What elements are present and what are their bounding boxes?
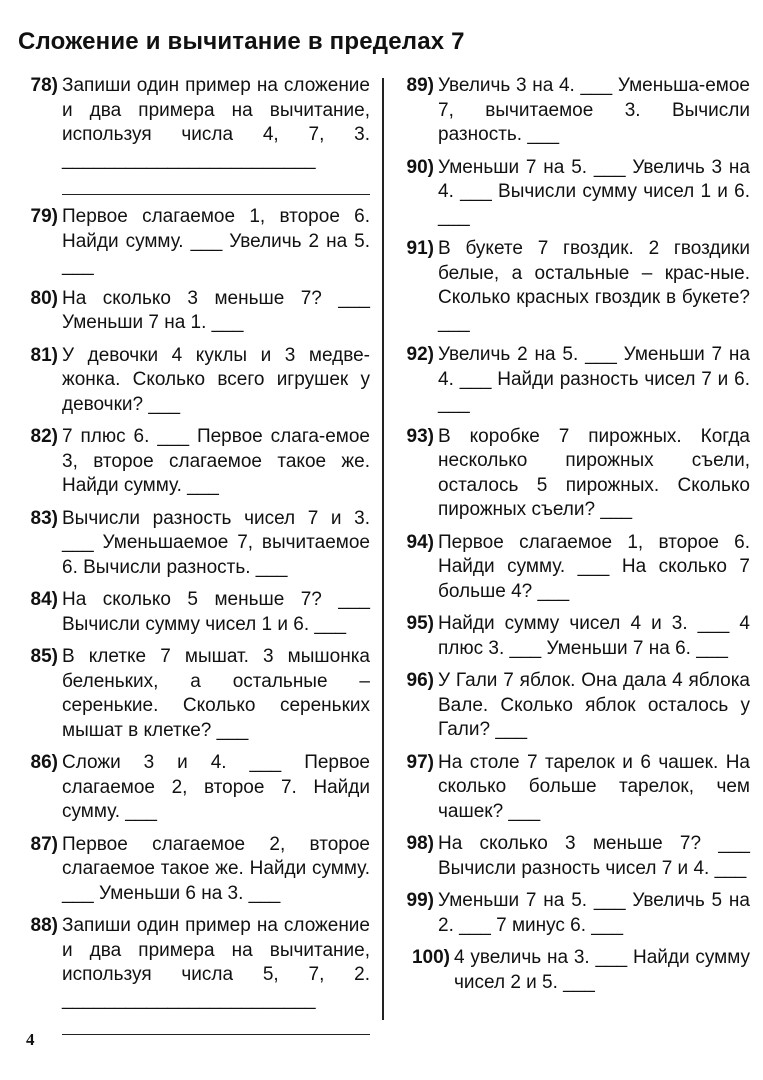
task-93 [394,425,750,523]
task-90 [394,156,750,230]
task-84 [14,588,370,637]
task-79 [14,205,370,279]
task-80 [14,287,370,336]
task-number: 86) [30,752,58,773]
task-number: 100) [411,947,450,968]
task-86 [14,751,370,825]
task-text: В букете 7 гвоздик. 2 гвоздики белые, а остальные – крас-ные. Сколько красных гвоздик в букете? ___ [438,238,750,333]
task-98 [394,832,750,881]
task-text: На сколько 5 меньше 7? ___ Вычисли сумму чисел 1 и 6. ___ [62,589,370,635]
task-text: Уменьши 7 на 5. ___ Увеличь 3 на 4. ___ Вычисли сумму чисел 1 и 6. ___ [438,156,750,227]
task-96 [394,669,750,743]
task-94 [394,531,750,605]
task-92 [394,343,750,417]
task-88 [14,914,370,1037]
task-number: 79) [30,206,58,227]
task-text: На столе 7 тарелок и 6 чашек. На сколько больше тарелок, чем чашек? ___ [438,751,750,822]
task-number: 94) [406,531,434,553]
answer-line [62,1034,370,1035]
task-83 [14,507,370,581]
right-column [394,74,750,1003]
task-number: 87) [30,833,58,855]
task-81 [14,344,370,418]
task-number: 80) [30,287,58,309]
task-text: 4 увеличь на 3. ___ Найди сумму чисел 2 и 5. ___ [454,947,750,993]
task-text: Первое слагаемое 1, второе 6. Найди сумму. ___ На сколько 7 больше 4? ___ [438,531,750,602]
task-number: 85) [30,646,58,667]
task-number: 95) [406,613,434,634]
task-number: 98) [406,833,434,854]
task-text: Первое слагаемое 2, второе слагаемое такое же. Найди сумму. ___ Уменьши 6 на 3. ___ [62,833,370,904]
task-text: Первое слагаемое 1, второе 6. Найди сумму. ___ Увеличь 2 на 5. ___ [62,206,370,276]
task-number: 84) [30,589,58,610]
task-number: 81) [30,344,58,366]
column-divider [382,78,384,1020]
task-number: 97) [406,751,434,773]
task-number: 91) [406,238,434,259]
task-number: 92) [406,344,434,365]
task-text: Уменьши 7 на 5. ___ Увеличь 5 на 2. ___ 7 минус 6. ___ [438,890,750,936]
left-column [14,74,370,1045]
task-text: Увеличь 2 на 5. ___ Уменьши 7 на 4. ___ Найди разность чисел 7 и 6. ___ [438,344,750,414]
task-number: 78) [30,75,58,96]
page-number: 4 [26,1030,35,1049]
task-95 [394,612,750,661]
task-85 [14,645,370,743]
task-text: В коробке 7 пирожных. Когда несколько пирожных съели, осталось 5 пирожных. Сколько пирожных съели? ___ [438,425,750,520]
task-number: 88) [30,915,58,936]
task-78 [14,74,370,197]
task-100 [394,946,750,995]
task-number: 96) [406,670,434,691]
task-number: 89) [406,75,434,96]
answer-line [62,194,370,195]
task-text: Сложи 3 и 4. ___ Первое слагаемое 2, второе 7. Найди сумму. ___ [62,752,370,822]
task-text: 7 плюс 6. ___ Первое слага-емое 3, второе слагаемое такое же. Найди сумму. ___ [62,426,370,496]
task-number: 90) [406,156,434,178]
task-text: Увеличь 3 на 4. ___ Уменьша-емое 7, вычитаемое 3. Вычисли разность. ___ [438,75,750,145]
task-text: Запиши один пример на сложение и два примера на вычитание, используя числа 5, 7, 2. ________________________ [62,914,370,1037]
task-89 [394,74,750,148]
task-text: Найди сумму чисел 4 и 3. ___ 4 плюс 3. ___ Уменьши 7 на 6. ___ [438,613,750,659]
task-82 [14,425,370,499]
task-97 [394,751,750,825]
task-number: 93) [406,425,434,447]
task-text: У Гали 7 яблок. Она дала 4 яблока Вале. Сколько яблок осталось у Гали? ___ [438,670,750,740]
task-number: 82) [30,426,58,447]
task-number: 83) [30,507,58,529]
task-number: 99) [406,890,434,911]
task-87 [14,833,370,907]
task-text: Запиши один пример на сложение и два примера на вычитание, используя числа 4, 7, 3. ________________________ [62,74,370,197]
task-text: Вычисли разность чисел 7 и 3. ___ Уменьшаемое 7, вычитаемое 6. Вычисли разность. ___ [62,507,370,578]
task-text: На сколько 3 меньше 7? ___ Вычисли разность чисел 7 и 4. ___ [438,833,750,879]
task-text: В клетке 7 мышат. 3 мышонка беленьких, а остальные – серенькие. Сколько серeньких мышат в клетке? ___ [62,646,370,741]
task-text: У девочки 4 куклы и 3 медве-жонка. Сколько всего игрушек у девочки? ___ [62,344,370,415]
task-text: На сколько 3 меньше 7? ___ Уменьши 7 на 1. ___ [62,287,370,333]
page-title: Сложение и вычитание в пределах 7 [18,28,465,55]
task-99 [394,889,750,938]
task-91 [394,237,750,335]
